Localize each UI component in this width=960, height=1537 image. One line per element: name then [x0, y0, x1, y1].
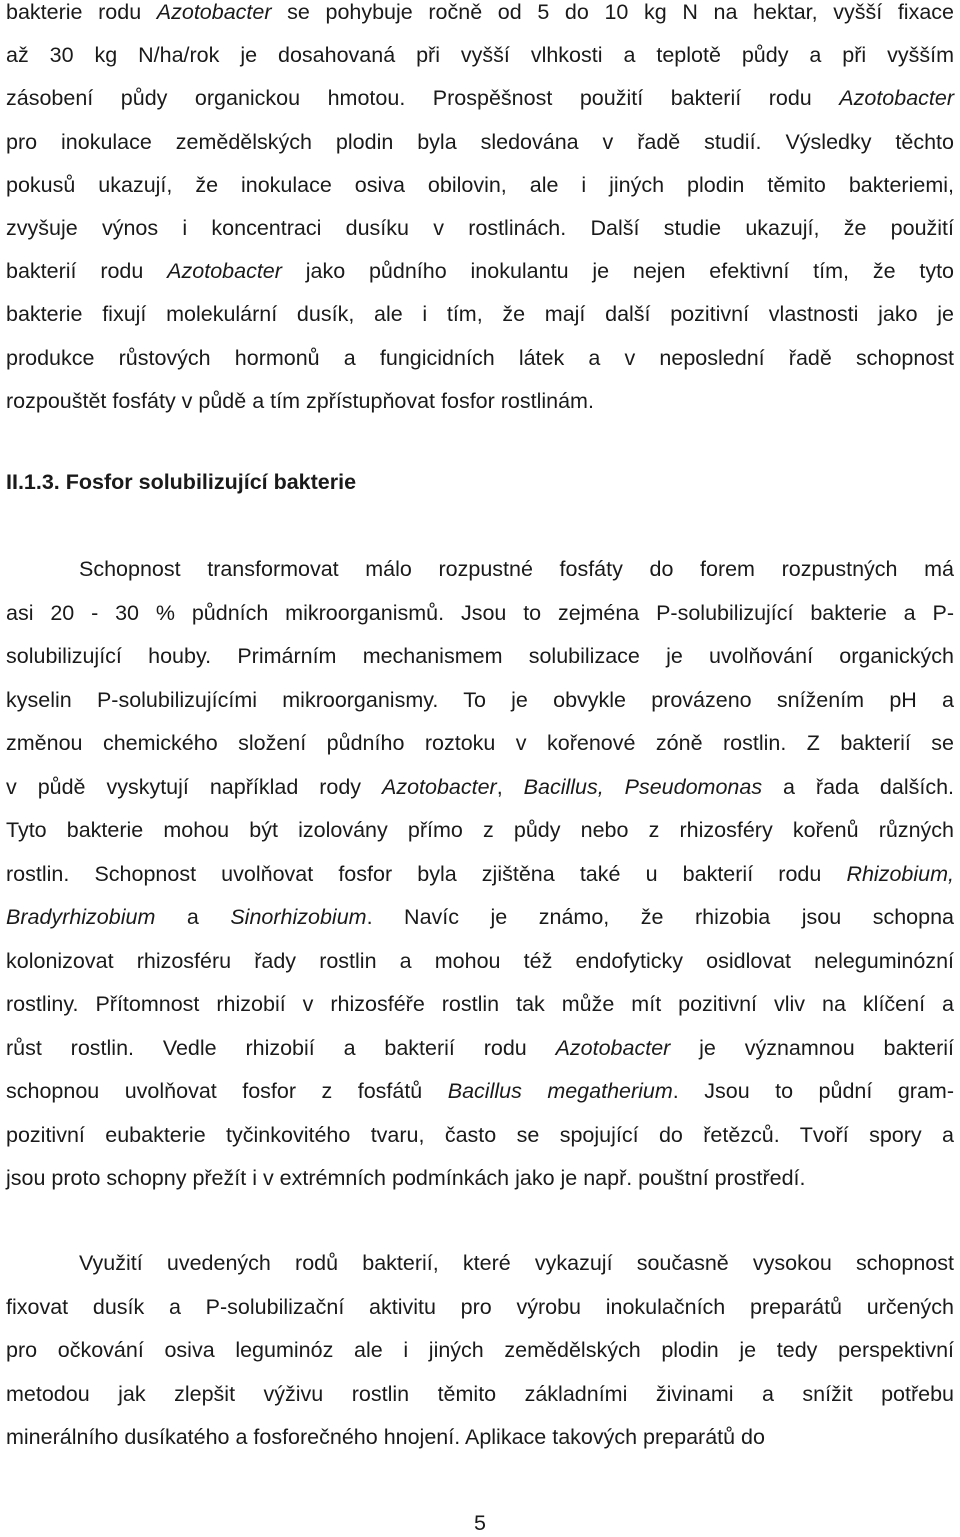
text-line: rozpouštět fosfáty v půdě a tím zpřístupňovat fosfor rostlinám.: [6, 388, 594, 413]
text-line: zásobení půdy organickou hmotou. Prospěšnost použití bakterií rodu Azotobacter: [6, 86, 954, 111]
text-line: bakterie rodu Azotobacter se pohybuje ročně od 5 do 10 kg N na hektar, vyšší fixace: [6, 0, 954, 24]
text-line: rostliny. Přítomnost rhizobií v rhizosféře rostlin tak může mít pozitivní vliv na klíčení a: [6, 992, 954, 1016]
text-line: v půdě vyskytují například rody Azotobacter, Bacillus, Pseudomonas a řada dalších.: [6, 774, 954, 799]
text-line: Bradyrhizobium a Sinorhizobium. Navíc je známo, že rhizobia jsou schopna: [6, 905, 954, 929]
italic-taxon: Azotobacter: [839, 86, 954, 111]
text-line: metodou jak zlepšit výživu rostlin těmito základními živinami a snížit potřebu: [6, 1381, 954, 1406]
text-line: Schopnost transformovat málo rozpustné fosfáty do forem rozpustných má: [79, 557, 954, 581]
italic-taxon: Bacillus, Pseudomonas: [523, 774, 763, 799]
text-line: fixovat dusík a P-solubilizační aktivitu pro výrobu inokulačních preparátů určených: [6, 1294, 954, 1319]
text-line: změnou chemického složení půdního roztoku v kořenové zóně rostlin. Z bakterií se: [6, 731, 954, 755]
italic-taxon: Bacillus megatherium: [447, 1079, 673, 1103]
italic-taxon: Sinorhizobium: [230, 905, 367, 929]
italic-taxon: Rhizobium,: [846, 861, 954, 886]
text-line: růst rostlin. Vedle rhizobií a bakterií rodu Azotobacter je významnou bakterií: [6, 1035, 954, 1060]
section-heading: II.1.3. Fosfor solubilizující bakterie: [6, 470, 357, 494]
text-line: rostlin. Schopnost uvolňovat fosfor byla zjištěna také u bakterií rodu Rhizobium,: [6, 861, 954, 886]
text-line: pozitivní eubakterie tyčinkovitého tvaru, často se spojující do řetězců. Tvoří spory a: [6, 1122, 954, 1147]
text-line: kolonizovat rhizosféru řady rostlin a mohou též endofyticky osidlovat neleguminózní: [6, 948, 954, 973]
text-line: bakterií rodu Azotobacter jako půdního inokulantu je nejen efektivní tím, že tyto: [6, 259, 954, 284]
italic-taxon: Azotobacter: [381, 774, 497, 799]
italic-taxon: Azotobacter: [555, 1035, 671, 1060]
text-line: pokusů ukazují, že inokulace osiva obilovin, ale i jiných plodin těmito bakteriemi,: [6, 172, 954, 197]
text-line: pro očkování osiva leguminóz ale i jiných zemědělských plodin je tedy perspektivní: [6, 1338, 954, 1362]
text-line: kyselin P-solubilizujícími mikroorganismy. To je obvykle provázeno snížením pH a: [6, 687, 954, 712]
text-line: bakterie fixují molekulární dusík, ale i tím, že mají další pozitivní vlastnosti jako je: [6, 302, 954, 327]
text-line: Využití uvedených rodů bakterií, které vykazují současně vysokou schopnost: [79, 1251, 954, 1275]
text-line: Tyto bakterie mohou být izolovány přímo z půdy nebo z rhizosféry kořenů různých: [6, 818, 954, 842]
text-line: minerálního dusíkatého a fosforečného hnojení. Aplikace takových preparátů do: [6, 1425, 765, 1449]
text-line: jsou proto schopny přežít i v extrémních podmínkách jako je např. pouštní prostředí.: [6, 1166, 806, 1190]
text-line: až 30 kg N/ha/rok je dosahovaná při vyšší vlhkosti a teplotě půdy a při vyšším: [6, 43, 954, 68]
italic-taxon: Bradyrhizobium: [6, 905, 156, 929]
italic-taxon: Azotobacter: [167, 259, 282, 284]
text-line: zvyšuje výnos i koncentraci dusíku v rostlinách. Další studie ukazují, že použití: [6, 216, 954, 240]
text-line: produkce růstových hormonů a fungicidních látek a v neposlední řadě schopnost: [6, 345, 954, 370]
text-line: asi 20 - 30 % půdních mikroorganismů. Jsou to zejména P-solubilizující bakterie a P-: [6, 600, 954, 625]
page-number: 5: [474, 1511, 486, 1535]
text-line: pro inokulace zemědělských plodin byla sledována v řadě studií. Výsledky těchto: [6, 129, 954, 154]
text-line: solubilizující houby. Primárním mechanismem solubilizace je uvolňování organických: [6, 644, 954, 668]
text-line: schopnou uvolňovat fosfor z fosfátů Bacillus megatherium. Jsou to půdní gram-: [6, 1079, 954, 1103]
italic-taxon: Azotobacter: [156, 0, 272, 24]
